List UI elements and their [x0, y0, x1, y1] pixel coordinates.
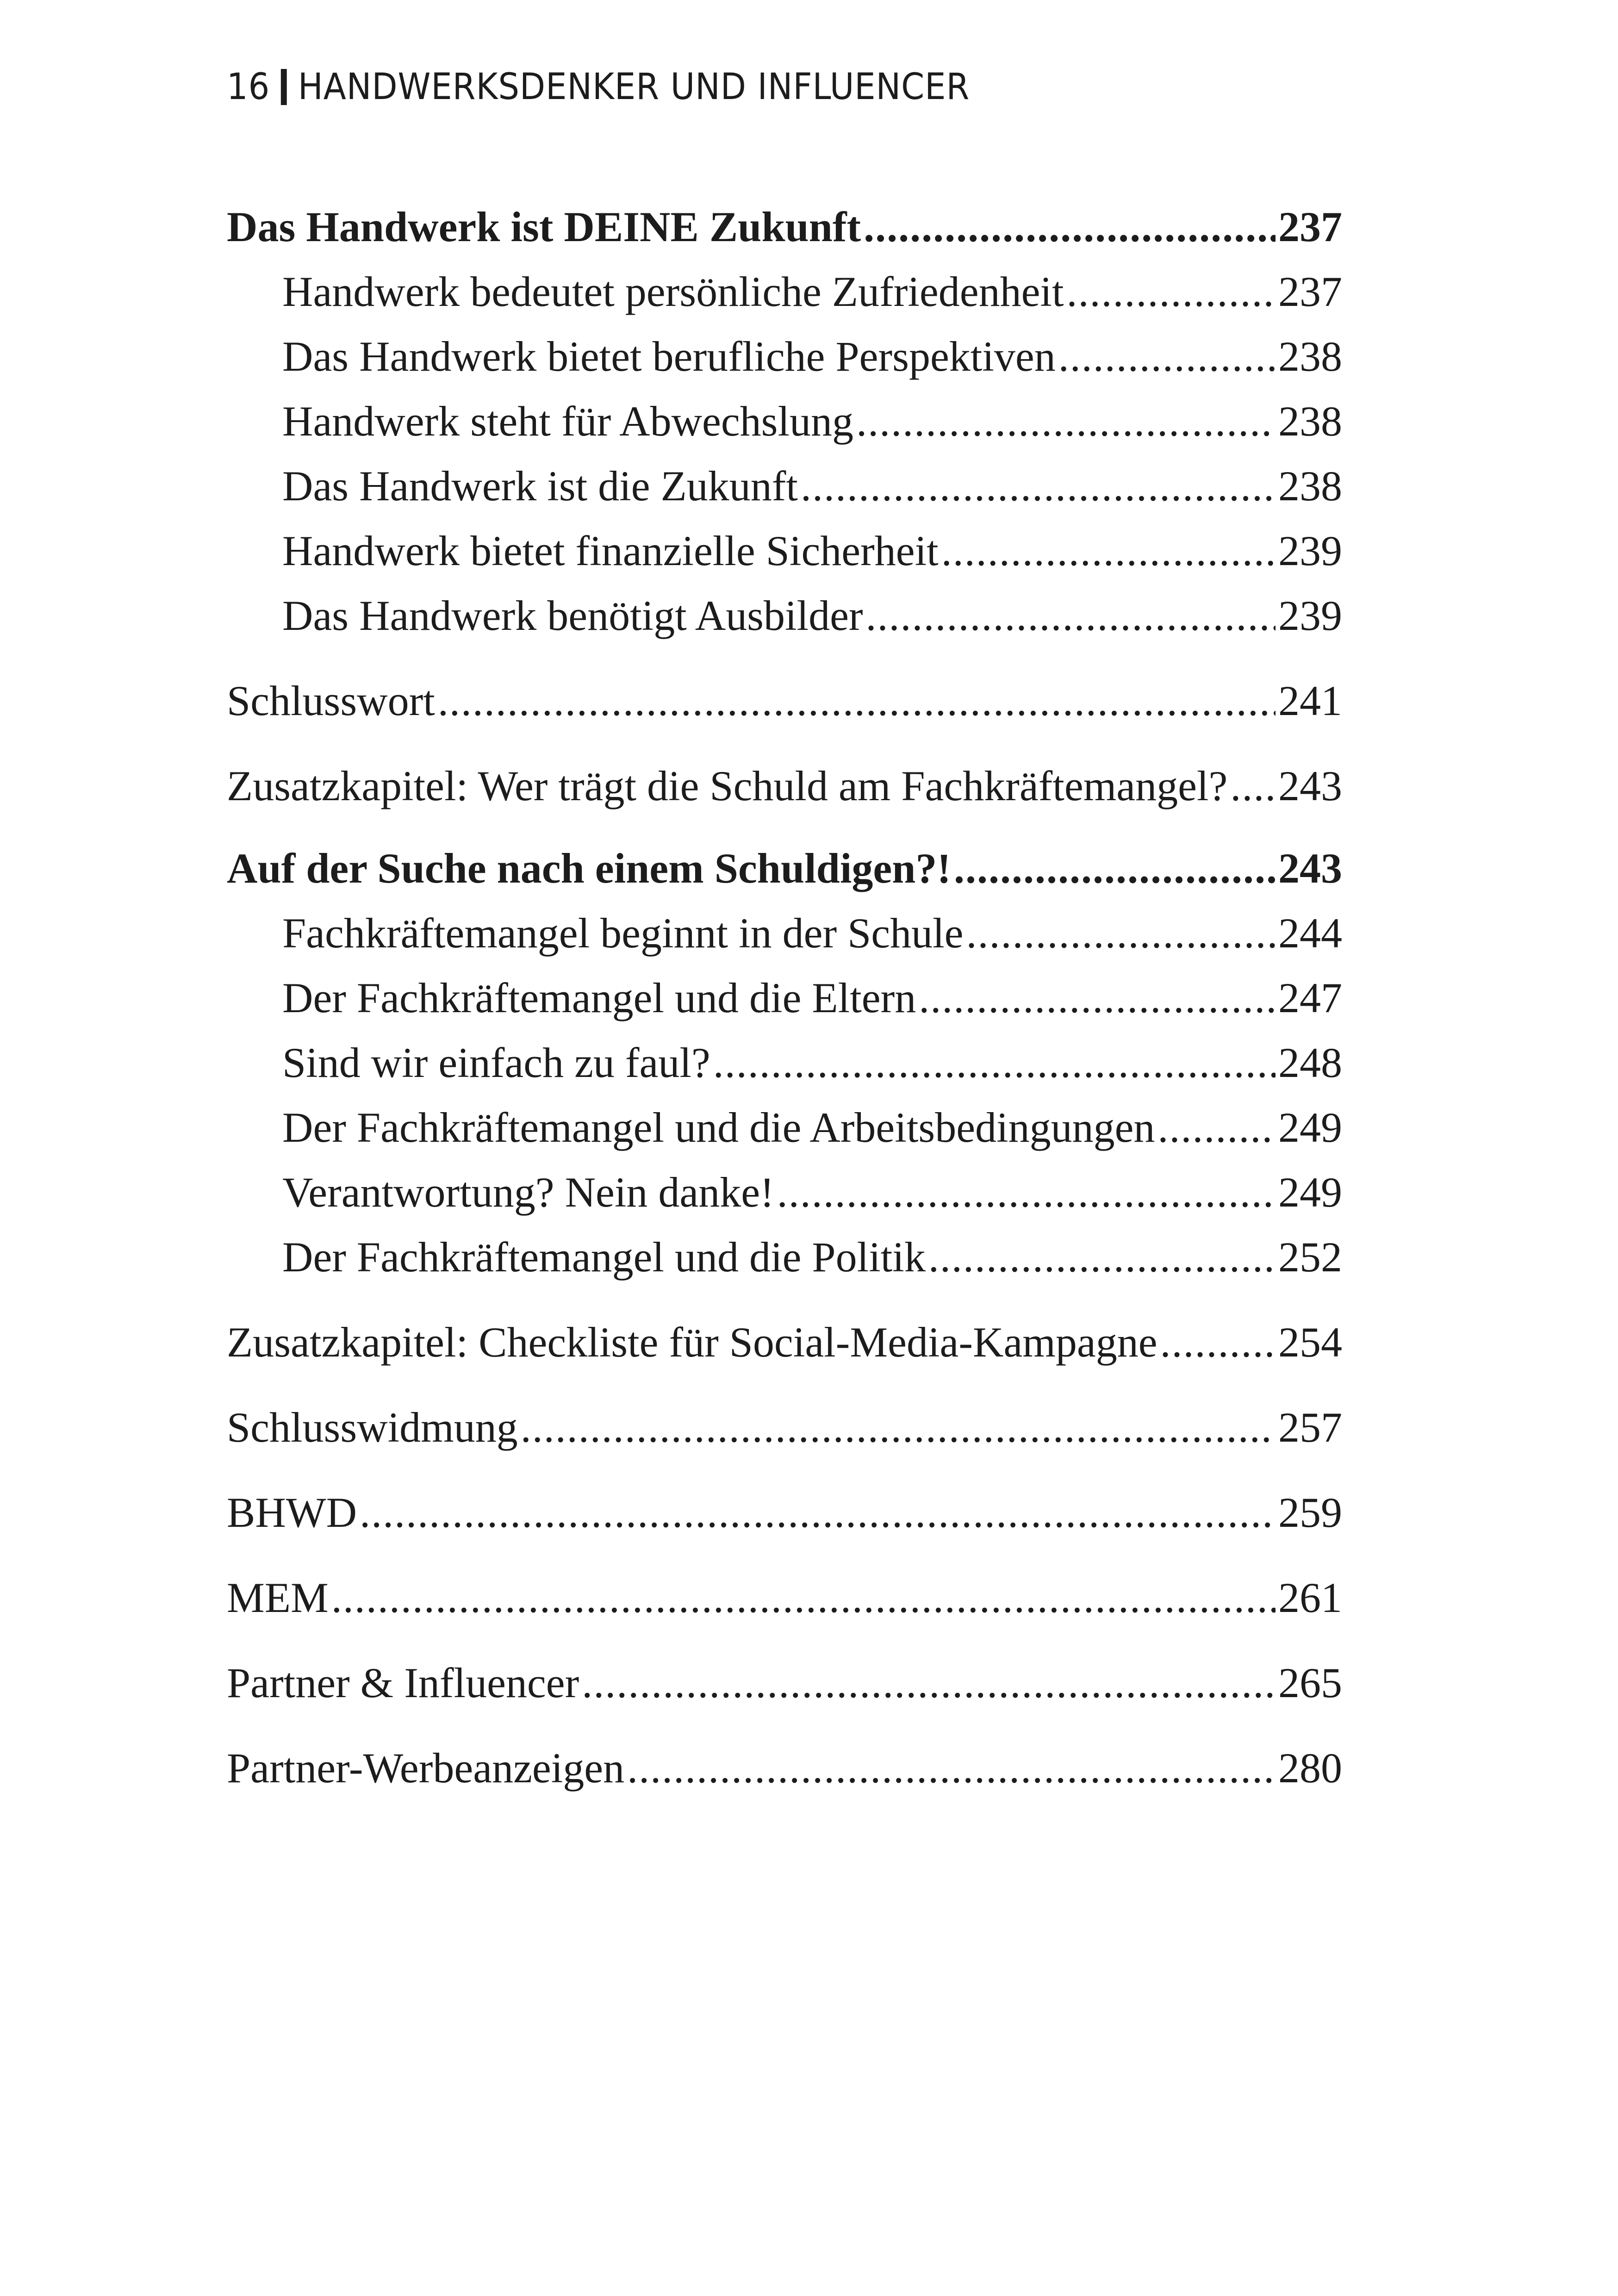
toc-entry-title: Handwerk bedeutet persönliche Zufriedenheit — [282, 268, 1064, 315]
toc-dot-leader — [928, 1225, 1276, 1289]
toc-entry-title: Das Handwerk ist die Zukunft — [282, 462, 798, 510]
toc-entry-page: 261 — [1278, 1574, 1342, 1621]
table-of-contents — [227, 194, 1342, 1800]
toc-entry — [227, 1310, 1342, 1375]
toc-dot-leader — [582, 1650, 1276, 1715]
toc-entry-title: Zusatzkapitel: Checkliste für Social-Media-Kampagne — [227, 1319, 1157, 1366]
toc-entry — [227, 389, 1342, 454]
toc-dot-leader — [966, 901, 1276, 965]
toc-dot-leader — [777, 1160, 1276, 1225]
toc-entry-page: 241 — [1278, 677, 1342, 724]
toc-entry — [227, 1095, 1342, 1160]
toc-entry — [227, 1565, 1342, 1630]
toc-entry-title: Partner-Werbeanzeigen — [227, 1744, 625, 1792]
toc-entry — [227, 1160, 1342, 1225]
toc-dot-leader — [864, 194, 1276, 259]
toc-entry — [227, 259, 1342, 324]
toc-dot-leader — [856, 389, 1276, 454]
toc-entry — [227, 1225, 1342, 1289]
toc-dot-leader — [1067, 259, 1276, 324]
toc-entry-title: Handwerk steht für Abwechslung — [282, 398, 854, 445]
toc-entry-page: 259 — [1278, 1489, 1342, 1536]
toc-dot-leader — [521, 1395, 1276, 1460]
toc-entry-title: Schlusswidmung — [227, 1404, 518, 1451]
toc-entry — [227, 901, 1342, 965]
toc-entry-page: 249 — [1278, 1169, 1342, 1216]
toc-entry-title: Der Fachkräftemangel und die Politik — [282, 1233, 926, 1281]
toc-entry-page: 238 — [1278, 462, 1342, 510]
toc-dot-leader — [954, 836, 1276, 901]
toc-entry-title: Schlusswort — [227, 677, 435, 724]
toc-dot-leader — [801, 454, 1276, 518]
toc-dot-leader — [627, 1736, 1276, 1800]
toc-entry — [227, 965, 1342, 1030]
toc-entry-page: 238 — [1278, 333, 1342, 380]
toc-entry-page: 257 — [1278, 1404, 1342, 1451]
toc-dot-leader — [438, 668, 1276, 733]
toc-entry-title: Handwerk bietet finanzielle Sicherheit — [282, 527, 939, 574]
toc-entry-page: 265 — [1278, 1659, 1342, 1706]
toc-entry-page: 280 — [1278, 1744, 1342, 1792]
toc-dot-leader — [360, 1480, 1276, 1545]
toc-dot-leader — [1230, 753, 1276, 818]
toc-entry — [227, 324, 1342, 389]
toc-entry — [227, 836, 1342, 901]
toc-dot-leader — [331, 1565, 1276, 1630]
toc-dot-leader — [866, 583, 1276, 648]
running-title: HANDWERKSDENKER UND INFLUENCER — [298, 66, 970, 108]
toc-entry — [227, 1395, 1342, 1460]
toc-entry-title: Auf der Suche nach einem Schuldigen?! — [227, 845, 952, 892]
toc-dot-leader — [1160, 1310, 1276, 1375]
toc-entry-page: 249 — [1278, 1104, 1342, 1151]
page-number: 16 — [227, 66, 270, 108]
toc-entry — [227, 668, 1342, 733]
toc-entry-page: 248 — [1278, 1039, 1342, 1086]
toc-entry — [227, 194, 1342, 259]
toc-entry-title: Das Handwerk ist DEINE Zukunft — [227, 203, 861, 250]
toc-entry — [227, 1030, 1342, 1095]
toc-entry-page: 243 — [1278, 845, 1342, 892]
toc-dot-leader — [941, 518, 1276, 583]
toc-entry-page: 244 — [1278, 909, 1342, 957]
toc-dot-leader — [1058, 324, 1276, 389]
toc-entry — [227, 1480, 1342, 1545]
toc-entry-page: 254 — [1278, 1319, 1342, 1366]
toc-entry-title: Fachkräftemangel beginnt in der Schule — [282, 909, 964, 957]
toc-dot-leader — [713, 1030, 1276, 1095]
running-head — [227, 59, 970, 115]
toc-entry-page: 243 — [1278, 762, 1342, 809]
toc-entry-title: Der Fachkräftemangel und die Arbeitsbedingungen — [282, 1104, 1155, 1151]
toc-entry — [227, 518, 1342, 583]
toc-entry-title: Sind wir einfach zu faul? — [282, 1039, 710, 1086]
header-separator — [281, 69, 287, 105]
toc-entry-title: Verantwortung? Nein danke! — [282, 1169, 774, 1216]
toc-entry — [227, 454, 1342, 518]
toc-entry-page: 252 — [1278, 1233, 1342, 1281]
toc-entry-page: 237 — [1278, 268, 1342, 315]
toc-entry — [227, 583, 1342, 648]
toc-entry-title: Partner & Influencer — [227, 1659, 579, 1706]
toc-entry-title: BHWD — [227, 1489, 357, 1536]
toc-entry — [227, 1736, 1342, 1800]
toc-entry-page: 247 — [1278, 974, 1342, 1021]
toc-entry-title: Das Handwerk benötigt Ausbilder — [282, 592, 863, 639]
toc-entry — [227, 753, 1342, 818]
toc-entry-title: Zusatzkapitel: Wer trägt die Schuld am Fachkräftemangel? — [227, 762, 1228, 809]
toc-entry-page: 239 — [1278, 527, 1342, 574]
toc-entry-page: 238 — [1278, 398, 1342, 445]
toc-entry-title: Das Handwerk bietet berufliche Perspektiven — [282, 333, 1056, 380]
toc-dot-leader — [919, 965, 1276, 1030]
toc-entry — [227, 1650, 1342, 1715]
toc-entry-page: 237 — [1278, 203, 1342, 250]
toc-entry-title: Der Fachkräftemangel und die Eltern — [282, 974, 916, 1021]
toc-entry-page: 239 — [1278, 592, 1342, 639]
toc-entry-title: MEM — [227, 1574, 329, 1621]
toc-dot-leader — [1157, 1095, 1276, 1160]
